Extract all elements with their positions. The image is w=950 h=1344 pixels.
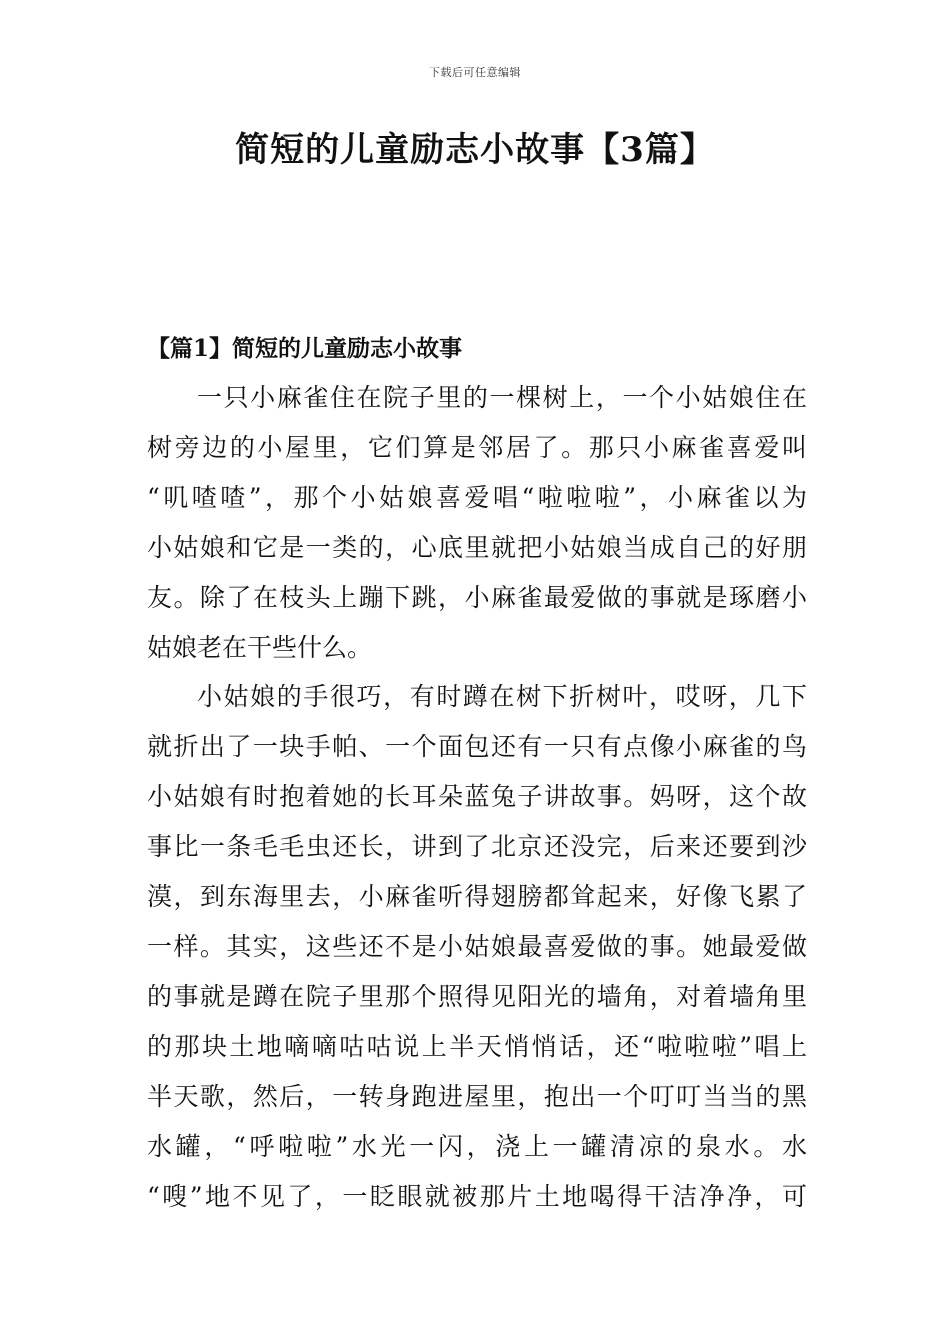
paragraph-line: 小姑娘和它是一类的，心底里就把小姑娘当成自己的好朋 [147, 533, 807, 562]
paragraph-line: 半天歌，然后，一转身跑进屋里，抱出一个叮叮当当的黑 [147, 1082, 807, 1111]
paragraph-line: 小姑娘的手很巧，有时蹲在树下折树叶，哎呀，几下 [197, 682, 807, 711]
paragraph-line: 小姑娘有时抱着她的长耳朵蓝兔子讲故事。妈呀，这个故 [147, 782, 807, 811]
paragraph-line: 树旁边的小屋里，它们算是邻居了。那只小麻雀喜爱叫 [147, 433, 807, 462]
paragraph-2 [147, 672, 807, 1222]
header-note: 下载后可任意编辑 [429, 66, 521, 79]
paragraph-1 [147, 373, 807, 673]
paragraph-line: 事比一条毛毛虫还长，讲到了北京还没完，后来还要到沙 [147, 832, 807, 861]
paragraph-line: 水罐，“呼啦啦”水光一闪，浇上一罐清凉的泉水。水 [147, 1132, 807, 1161]
paragraph-line: 友。除了在枝头上蹦下跳，小麻雀最爱做的事就是琢磨小 [147, 583, 807, 612]
paragraph-line: 姑娘老在干些什么。 [147, 633, 373, 662]
paragraph-line: 一只小麻雀住在院子里的一棵树上，一个小姑娘住在 [197, 383, 807, 412]
paragraph-line: “叽喳喳”，那个小姑娘喜爱唱“啦啦啦”，小麻雀以为 [147, 483, 807, 512]
paragraph-line: 就折出了一块手帕、一个面包还有一只有点像小麻雀的鸟 [147, 732, 807, 761]
paragraph-line: 漠，到东海里去，小麻雀听得翅膀都耸起来，好像飞累了 [147, 882, 807, 911]
section-heading: 【篇1】简短的儿童励志小故事 [147, 335, 463, 362]
paragraph-line: 一样。其实，这些还不是小姑娘最喜爱做的事。她最爱做 [147, 932, 807, 961]
paragraph-line: “嗖”地不见了，一眨眼就被那片土地喝得干洁净净，可 [147, 1182, 807, 1211]
paragraph-line: 的那块土地嘀嘀咕咕说上半天悄悄话，还“啦啦啦”唱上 [147, 1032, 807, 1061]
paragraph-line: 的事就是蹲在院子里那个照得见阳光的墙角，对着墙角里 [147, 982, 807, 1011]
document-title: 简短的儿童励志小故事【3篇】 [235, 130, 715, 170]
